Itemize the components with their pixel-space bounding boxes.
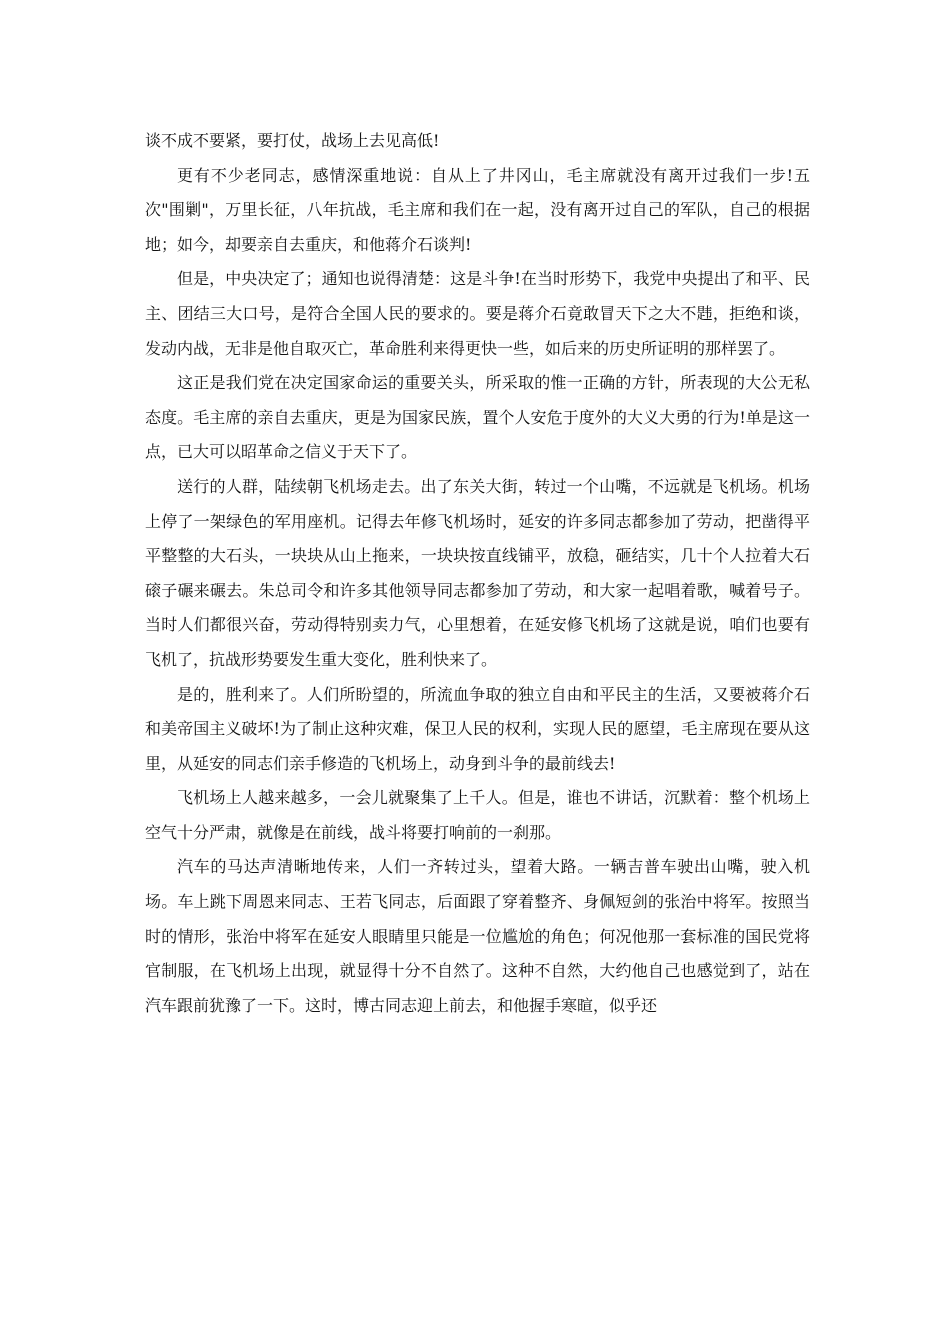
paragraph: 飞机场上人越来越多，一会儿就聚集了上千人。但是，谁也不讲话，沉默着：整个机场上空气十分严肃，就像是在前线，战斗将要打响前的一刹那。 — [145, 788, 810, 842]
paragraph: 这正是我们党在决定国家命运的重要关头，所采取的惟一正确的方针，所表现的大公无私态度。毛主席的亲自去重庆，更是为国家民族，置个人安危于度外的大义大勇的行为!单是这一点，已大可以昭革命之信义于天下了。 — [145, 373, 810, 462]
paragraph: 谈不成不要紧，要打仗，战场上去见高低! — [145, 131, 440, 150]
paragraph: 更有不少老同志，感情深重地说：自从上了井冈山，毛主席就没有离开过我们一步!五次"围剿"，万里长征，八年抗战，毛主席和我们在一起，没有离开过自己的军队，自己的根据地；如今，却要亲自去重庆，和他蒋介石谈判! — [145, 165, 810, 254]
paragraph: 送行的人群，陆续朝飞机场走去。出了东关大街，转过一个山嘴，不远就是飞机场。机场上停了一架绿色的军用座机。记得去年修飞机场时，延安的许多同志都参加了劳动，把凿得平平整整的大石头，一块块从山上拖来，一块块按直线铺平，放稳，砸结实，几十个人拉着大石磙子碾来碾去。朱总司令和许多其他领导同志都参加了劳动，和大家一起唱着歌，喊着号子。当时人们都很兴奋，劳动得特别卖力气，心里想着，在延安修飞机场了这就是说，咱们也要有飞机了，抗战形势要发生重大变化，胜利快来了。 — [145, 476, 810, 669]
paragraph: 是的，胜利来了。人们所盼望的，所流血争取的独立自由和平民主的生活，又要被蒋介石和美帝国主义破坏!为了制止这种灾难，保卫人民的权利，实现人民的愿望，毛主席现在要从这里，从延安的同志们亲手修造的飞机场上，动身到斗争的最前线去! — [145, 684, 810, 773]
paragraph: 但是，中央决定了；通知也说得清楚：这是斗争!在当时形势下，我党中央提出了和平、民主、团结三大口号，是符合全国人民的要求的。要是蒋介石竟敢冒天下之大不韪，拒绝和谈，发动内战，无非是他自取灭亡，革命胜利来得更快一些，如后来的历史所证明的那样罢了。 — [145, 269, 810, 358]
paragraph: 汽车的马达声清晰地传来，人们一齐转过头，望着大路。一辆吉普车驶出山嘴，驶入机场。车上跳下周恩来同志、王若飞同志，后面跟了穿着整齐、身佩短剑的张治中将军。按照当时的情形，张治中将军在延安人眼睛里只能是一位尴尬的角色；何况他那一套标准的国民党将官制服，在飞机场上出现，就显得十分不自然了。这种不自然，大约他自己也感觉到了，站在汽车跟前犹豫了一下。这时，博古同志迎上前去，和他握手寒暄，似乎还 — [145, 857, 810, 1015]
article-body — [145, 124, 810, 1023]
